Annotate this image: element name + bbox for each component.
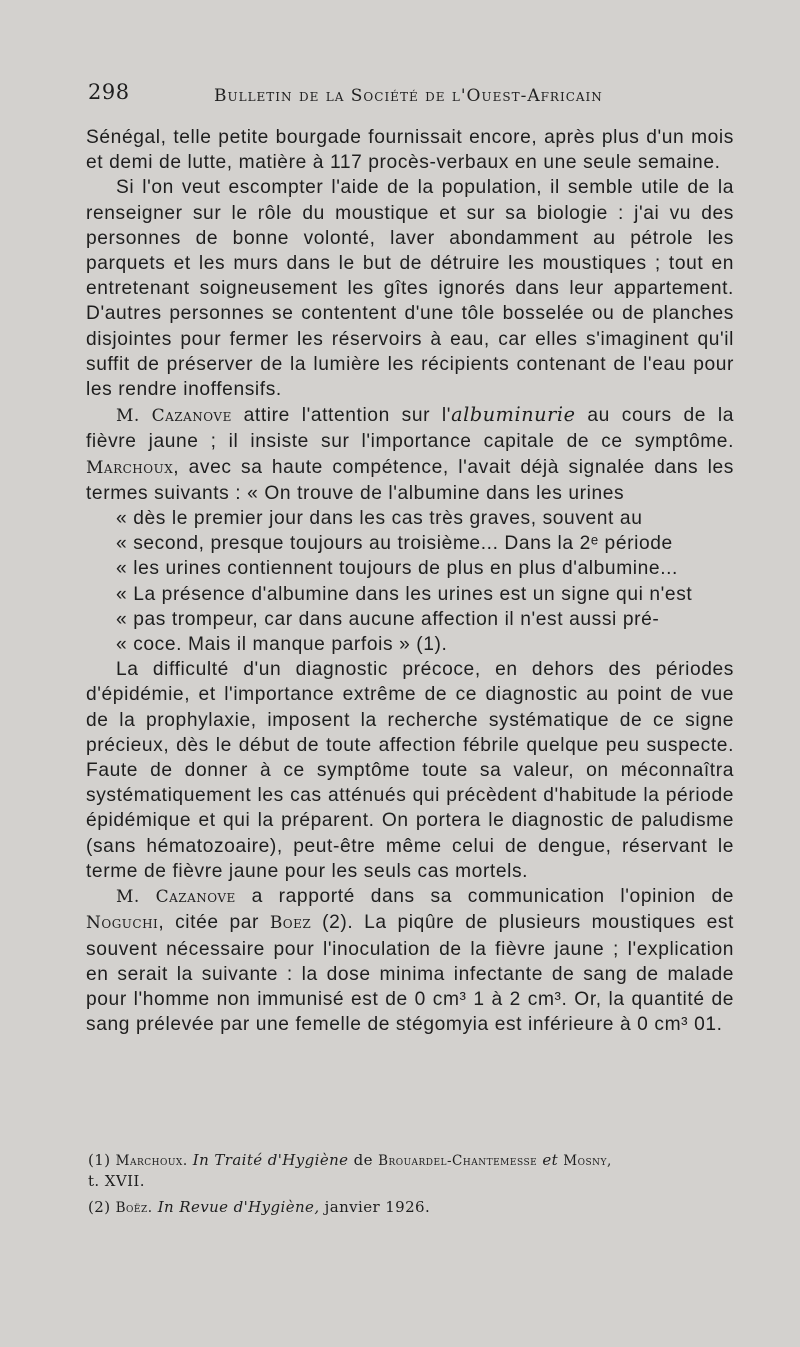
- footnote-author: Marchoux.: [115, 1153, 188, 1169]
- footnote-title: Traité d'Hygiène: [214, 1151, 349, 1169]
- footnote-marker: (1): [88, 1151, 111, 1169]
- text-run: , citée par: [158, 912, 270, 934]
- footnote-text: de: [353, 1151, 373, 1169]
- quote-line: « les urines contiennent toujours de plus en plus d'albumine...: [116, 558, 678, 580]
- text-run: attire l'attention sur l': [231, 405, 452, 427]
- quote-line: « dès le premier jour dans les cas très graves, souvent au: [116, 508, 643, 530]
- footnote-title: Revue d'Hygiène,: [179, 1198, 320, 1216]
- paragraph-5: [86, 884, 734, 1037]
- footnote-2: [88, 1197, 734, 1218]
- footnote-author: Boëz.: [115, 1200, 153, 1216]
- text-run: (2). La piqûre de plusieurs moustiques est souvent nécessaire pour l'inoculation de la fièvre jaune ; l'explication en serait la suivante : la dose minima infectante de sang de malade pour l'homme non immunisé est de 0 cm³ 1 à 2 cm³. Or, la quantité de sang prélevée par une femelle de stégomyia est inférieure à 0 cm³ 01.: [86, 912, 734, 1036]
- author-name: M. Cazanove: [116, 887, 236, 908]
- paragraph-2: Si l'on veut escompter l'aide de la population, il semble utile de la renseigner sur le rôle du moustique et sur sa biologie : j'ai vu des personnes de bonne volonté, laver abondamment au pétrole les parquets et les murs dans le but de détruire les moustiques ; tout en entretenant soigneusement les gîtes ignorés dans leur appartement. D'autres personnes se contentent d'une tôle bosselée ou de planches disjointes pour fermer les réservoirs à eau, car elles s'imaginent qu'il suffit de préserver de la lumière les récipients contenant de l'eau pour les rendre inoffensifs.: [86, 177, 734, 401]
- quote-line: « pas trompeur, car dans aucune affection il n'est aussi pré-: [116, 608, 660, 630]
- footnote-text: et: [542, 1151, 559, 1169]
- footnote-date: janvier 1926.: [324, 1198, 431, 1216]
- paragraph-3: [86, 402, 734, 657]
- footnote-editors: Mosny,: [563, 1153, 612, 1169]
- footnote-in: In: [157, 1198, 175, 1216]
- author-name: Noguchi: [86, 913, 159, 934]
- footnote-volume: t. XVII.: [88, 1172, 145, 1190]
- italic-term: albuminurie: [451, 403, 576, 427]
- footnote-in: In: [192, 1151, 210, 1169]
- paragraph-4: La difficulté d'un diagnostic précoce, en dehors des périodes d'épidémie, et l'importance extrême de ce diagnostic au point de vue de la prophylaxie, imposent la recherche systématique de ce signe précieux, dès le début de toute affection fébrile quelque peu suspecte. Faute de donner à ce symptôme toute sa valeur, on méconnaîtra systématiquement les cas atténués qui précèdent d'habitude la période épidémique et qui la préparent. On portera le diagnostic de paludisme (sans hématozoaire), peut-être même celui de dengue, réservant le terme de fièvre jaune pour les seuls cas mortels.: [86, 659, 734, 882]
- quote-line: « second, presque toujours au troisième... Dans la 2ᵉ période: [116, 533, 673, 555]
- author-name: M. Cazanove: [116, 406, 232, 427]
- author-name: Boez: [269, 913, 312, 934]
- text-run: , avec sa haute compétence, l'avait déjà signalée dans les termes suivants : « On trouve de l'albumine dans les urines: [86, 456, 734, 504]
- text-run: au cours de la fièvre jaune ; il insiste sur l'importance capitale de ce symptôme.: [86, 405, 734, 453]
- running-title: Bulletin de la Société de l'Ouest-Africain: [214, 86, 603, 106]
- author-name: Marchoux: [86, 457, 174, 478]
- page-number: 298: [88, 80, 130, 104]
- footnote-marker: (2): [88, 1198, 111, 1216]
- quote-line: « La présence d'albumine dans les urines est un signe qui n'est: [116, 583, 693, 605]
- text-run: a rapporté dans sa communication l'opinion de: [235, 886, 734, 908]
- quote-line: « coce. Mais il manque parfois » (1).: [116, 634, 448, 656]
- footnote-1: [88, 1150, 734, 1191]
- body-text: [86, 125, 734, 1037]
- footnotes: [88, 1150, 734, 1224]
- footnote-editors: Brouardel-Chantemesse: [378, 1153, 538, 1169]
- paragraph-1: Sénégal, telle petite bourgade fournissait encore, après plus d'un mois et demi de lutte, matière à 117 procès-verbaux en une seule semaine.: [86, 127, 734, 174]
